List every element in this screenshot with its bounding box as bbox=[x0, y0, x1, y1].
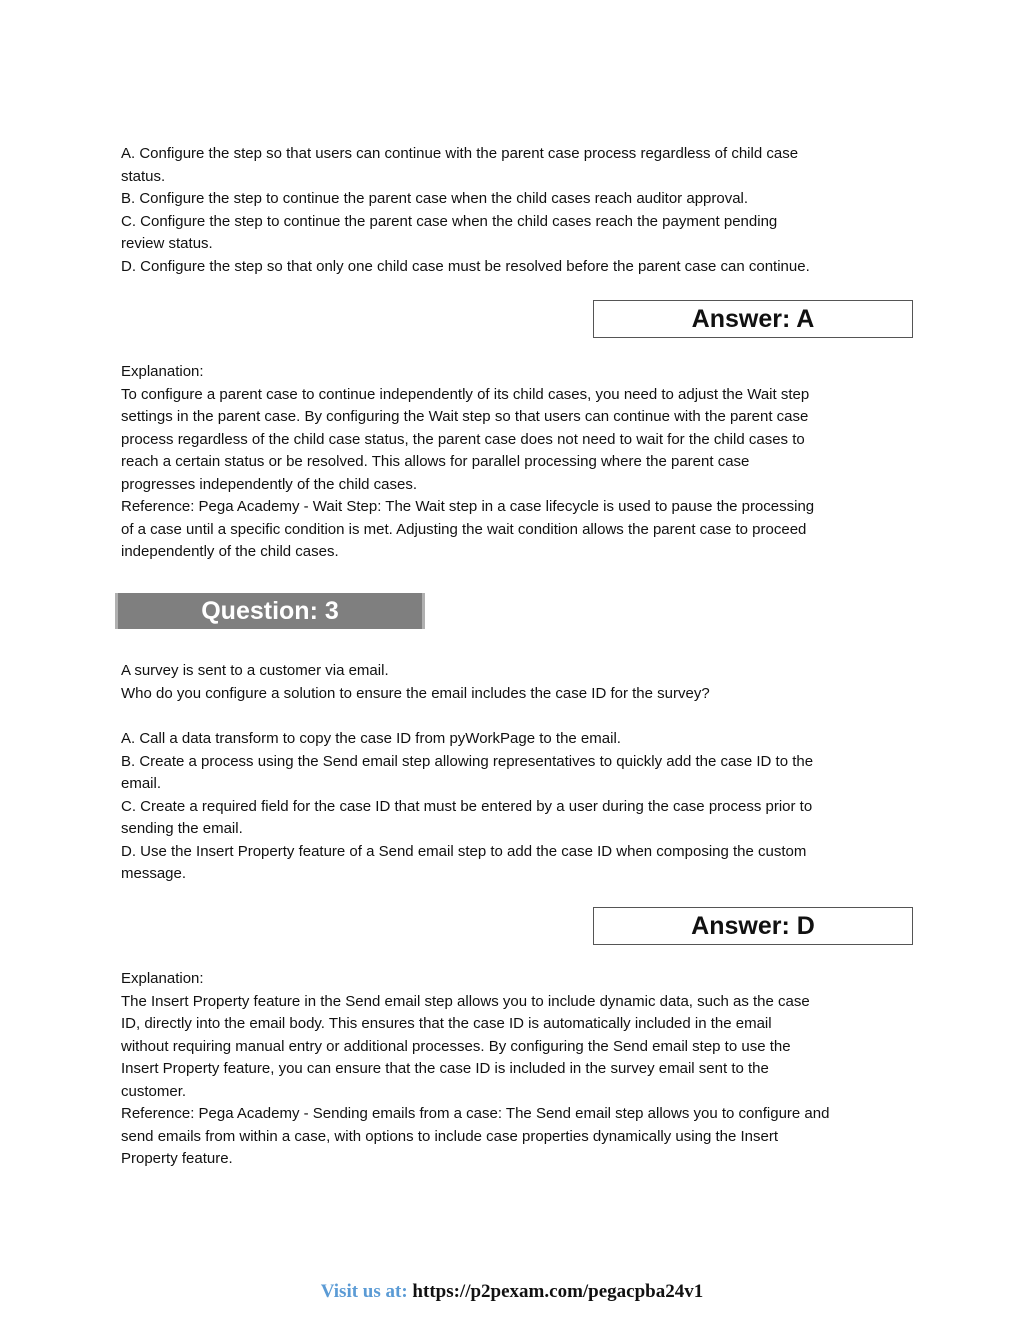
explanation-text: ID, directly into the email body. This ensures that the case ID is automatically included in the email bbox=[121, 1015, 772, 1032]
explanation-text: customer. bbox=[121, 1082, 187, 1100]
explanation-text: independently of the child cases. bbox=[121, 543, 339, 560]
question3-explanation bbox=[121, 968, 911, 1171]
footer-url-link[interactable]: https://p2pexam.com/pegacpba24v1 bbox=[412, 1281, 704, 1302]
explanation-text: process regardless of the child case status, the parent case does not need to wait for the child cases to bbox=[121, 430, 805, 448]
explanation-text: without requiring manual entry or additional processes. By configuring the Send email step to use the bbox=[121, 1037, 791, 1055]
explanation-text: settings in the parent case. By configuring the Wait step so that users can continue with the parent case bbox=[121, 408, 809, 425]
question2-explanation bbox=[121, 361, 911, 564]
question2-options bbox=[121, 143, 911, 278]
option-text: D. Use the Insert Property feature of a Send email step to add the case ID when composing the custom bbox=[121, 842, 807, 860]
explanation-text: Property feature. bbox=[121, 1150, 233, 1167]
explanation-text: send emails from within a case, with options to include case properties dynamically using the Insert bbox=[121, 1127, 778, 1145]
question3-prompt bbox=[121, 660, 911, 705]
page-footer bbox=[0, 1281, 1024, 1303]
option-text: review status. bbox=[121, 235, 213, 252]
option-text: status. bbox=[121, 167, 166, 185]
option-text: B. Create a process using the Send email step allowing representatives to quickly add the case ID to the bbox=[121, 752, 814, 770]
option-text: email. bbox=[121, 775, 162, 792]
explanation-text: of a case until a specific condition is met. Adjusting the wait condition allows the parent case to proceed bbox=[121, 520, 807, 538]
explanation-text: Reference: Pega Academy - Sending emails from a case: The Send email step allows you to configure and bbox=[121, 1105, 830, 1122]
explanation-text: Explanation: bbox=[121, 363, 204, 380]
question-heading: Question: 3 bbox=[115, 593, 425, 629]
explanation-text: Reference: Pega Academy - Wait Step: The Wait step in a case lifecycle is used to pause the processing bbox=[121, 498, 815, 515]
footer-visit-label: Visit us at: bbox=[320, 1281, 408, 1302]
option-text: C. Create a required field for the case ID that must be entered by a user during the case process prior to bbox=[121, 797, 813, 815]
option-text: message. bbox=[121, 865, 187, 882]
option-text: A. Call a data transform to copy the case ID from pyWorkPage to the email. bbox=[121, 730, 621, 747]
explanation-text: Explanation: bbox=[121, 970, 204, 987]
option-text: sending the email. bbox=[121, 820, 243, 837]
option-text: B. Configure the step to continue the parent case when the child cases reach auditor approval. bbox=[121, 190, 749, 207]
explanation-text: progresses independently of the child cases. bbox=[121, 475, 418, 493]
option-text: D. Configure the step so that only one child case must be resolved before the parent case can continue. bbox=[121, 257, 810, 275]
explanation-text: To configure a parent case to continue independently of its child cases, you need to adjust the Wait step bbox=[121, 385, 810, 403]
question3-options bbox=[121, 728, 911, 886]
explanation-text: The Insert Property feature in the Send email step allows you to include dynamic data, such as the case bbox=[121, 992, 810, 1010]
option-text: C. Configure the step to continue the parent case when the child cases reach the payment pending bbox=[121, 212, 778, 230]
answer-box-q3: Answer: D bbox=[593, 907, 913, 945]
prompt-text: Who do you configure a solution to ensure the email includes the case ID for the survey? bbox=[121, 684, 710, 702]
option-text: A. Configure the step so that users can continue with the parent case process regardless of child case bbox=[121, 145, 799, 162]
answer-box-q2: Answer: A bbox=[593, 300, 913, 338]
prompt-text: A survey is sent to a customer via email. bbox=[121, 662, 389, 679]
explanation-text: reach a certain status or be resolved. This allows for parallel processing where the parent case bbox=[121, 453, 750, 470]
explanation-text: Insert Property feature, you can ensure that the case ID is included in the survey email sent to the bbox=[121, 1060, 769, 1077]
